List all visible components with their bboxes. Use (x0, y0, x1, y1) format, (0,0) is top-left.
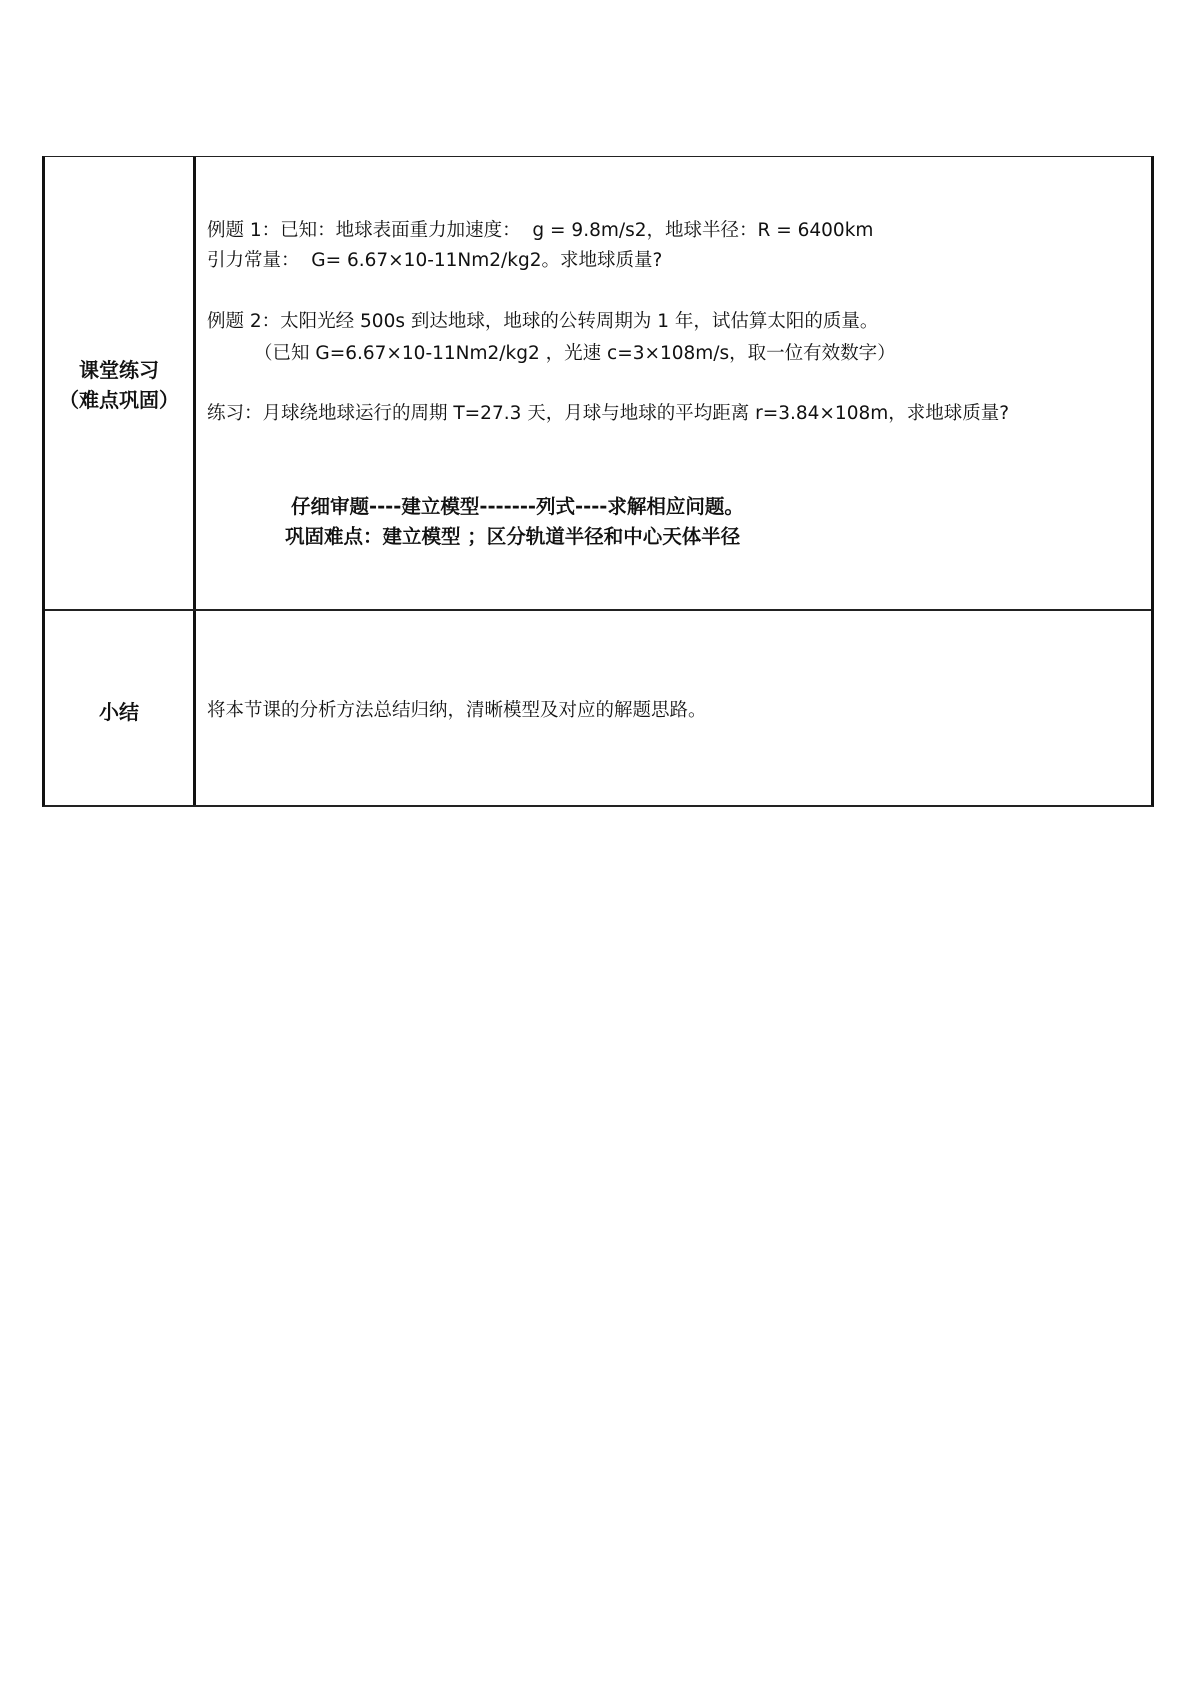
practice-label-line1: 课堂练习 (79, 358, 159, 382)
lesson-table (42, 156, 1154, 807)
example2-line2: （已知 G=6.67×10-11Nm2/kg2 ，光速 c=3×108m/s，取一位有效数字） (254, 343, 896, 364)
practice-label-line2: （难点巩固） (59, 388, 179, 412)
summary-text: 将本节课的分析方法总结归纳，清晰模型及对应的解题思路。 (207, 700, 707, 721)
example1-line1: 例题 1：已知：地球表面重力加速度： g = 9.8m/s2，地球半径：R = 6400km (207, 220, 874, 241)
exercise-text: 练习：月球绕地球运行的周期 T=27.3 天，月球与地球的平均距离 r=3.84×108m，求地球质量? (207, 403, 1010, 424)
row-divider (45, 609, 1151, 611)
practice-label (45, 355, 193, 415)
example2-line1: 例题 2：太阳光经 500s 到达地球，地球的公转周期为 1 年，试估算太阳的质量。 (207, 311, 879, 332)
summary-label: 小结 (99, 700, 139, 724)
method-steps: 仔细审题----建立模型-------列式----求解相应问题。 (291, 495, 744, 518)
example1-line2: 引力常量： G= 6.67×10-11Nm2/kg2。求地球质量? (207, 250, 663, 271)
key-point: 巩固难点：建立模型 ；区分轨道半径和中心天体半径 (285, 525, 741, 548)
column-divider (193, 157, 196, 805)
